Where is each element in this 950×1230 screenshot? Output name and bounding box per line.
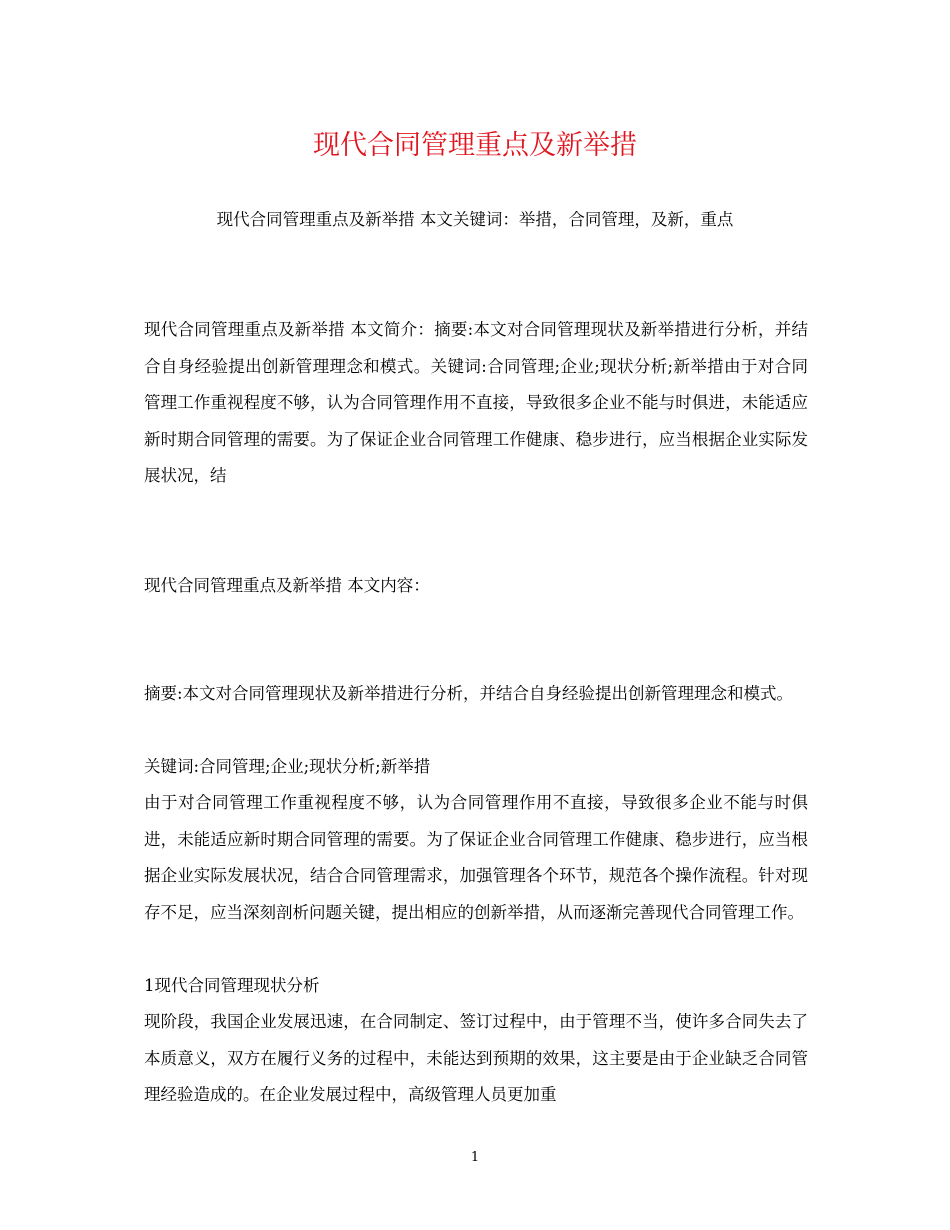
page-number: 1 <box>470 1150 480 1165</box>
abstract-paragraph: 摘要:本文对合同管理现状及新举措进行分析，并结合自身经验提出创新管理理念和模式。 <box>144 684 794 703</box>
keywords-summary-line: 现代合同管理重点及新举措 本文关键词：举措，合同管理，及新，重点 <box>216 210 734 229</box>
section-paragraph: 现阶段，我国企业发展迅速，在合同制定、签订过程中，由于管理不当，使许多合同失去了本质意义，双方在履行义务的过程中，未能达到预期的效果，这主要是由于企业缺乏合同管理经验造成的。在企业发展过程中，高级管理人员更加重 <box>144 1012 808 1104</box>
section-heading: 1现代合同管理现状分析 <box>144 976 320 995</box>
document-title: 现代合同管理重点及新举措 <box>313 130 637 161</box>
content-heading: 现代合同管理重点及新举措 本文内容： <box>144 576 430 595</box>
intro-paragraph: 现代合同管理重点及新举措 本文简介：摘要:本文对合同管理现状及新举措进行分析，并结合自身经验提出创新管理理念和模式。关键词:合同管理;企业;现状分析;新举措由于对合同管理工作重视程度不够，认为合同管理作用不直接，导致很多企业不能与时俱进，未能适应新时期合同管理的需要。为了保证企业合同管理工作健康、稳步进行，应当根据企业实际发展状况，结 <box>144 320 808 485</box>
body-paragraph: 由于对合同管理工作重视程度不够，认为合同管理作用不直接，导致很多企业不能与时俱进，未能适应新时期合同管理的需要。为了保证企业合同管理工作健康、稳步进行，应当根据企业实际发展状况，结合合同管理需求，加强管理各个环节，规范各个操作流程。针对现存不足，应当深刻剖析问题关键，提出相应的创新举措，从而逐渐完善现代合同管理工作。 <box>144 793 808 922</box>
keywords-paragraph: 关键词:合同管理;企业;现状分析;新举措 <box>144 757 431 776</box>
